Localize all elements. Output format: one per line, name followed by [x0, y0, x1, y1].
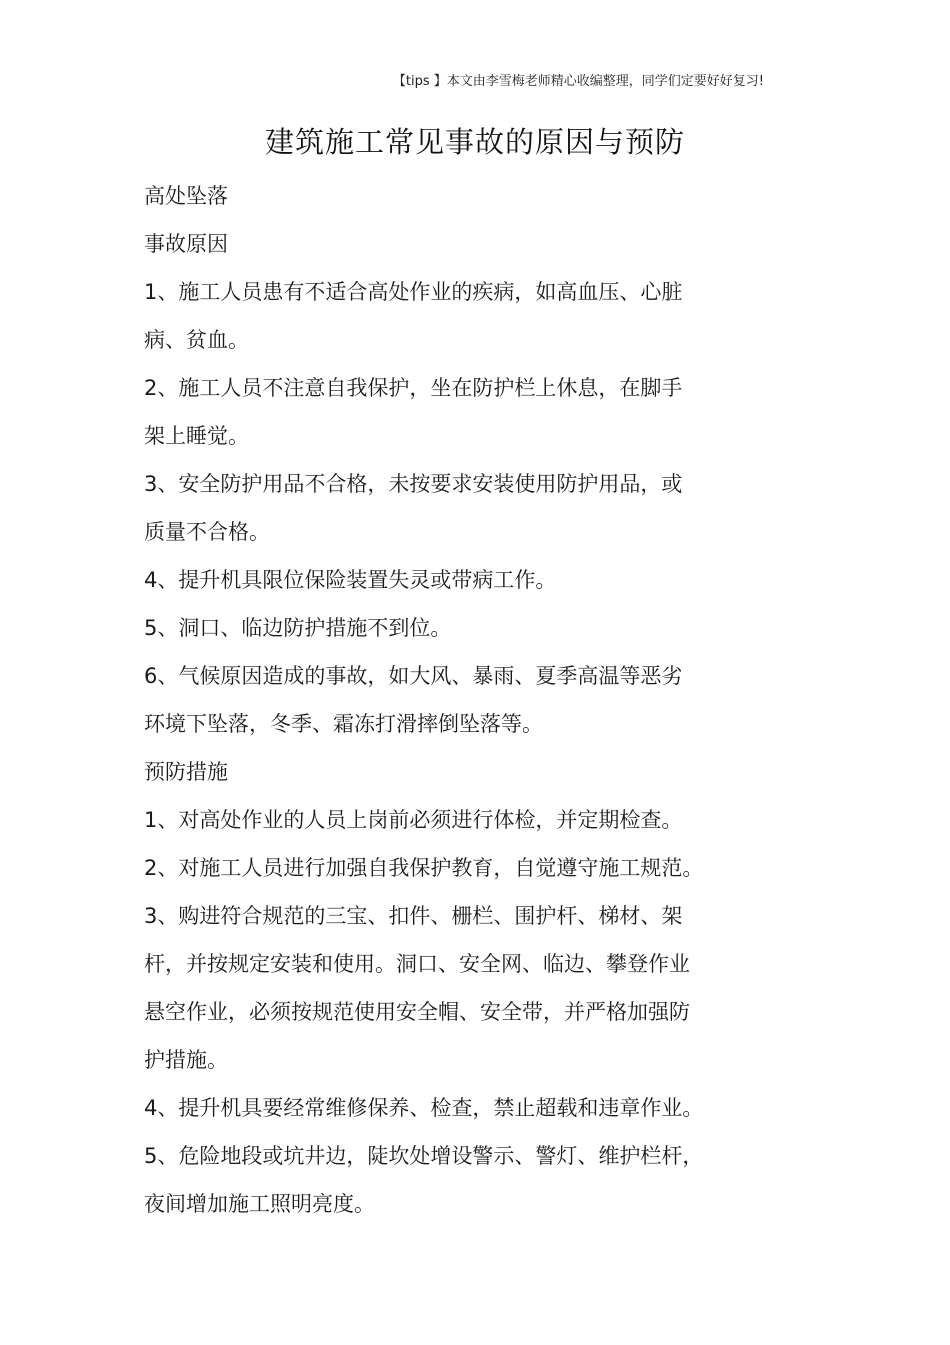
prevention-line: 3、购进符合规范的三宝、扣件、栅栏、围护杆、梯材、架: [144, 904, 683, 928]
causes-heading: 事故原因: [144, 232, 228, 256]
cause-line: 病、贫血。: [144, 328, 249, 352]
document-title: 建筑施工常见事故的原因与预防: [264, 125, 685, 159]
cause-line: 质量不合格。: [144, 520, 270, 544]
prevention-line: 杆，并按规定安装和使用。洞口、安全网、临边、攀登作业: [144, 952, 690, 976]
prevention-line: 4、提升机具要经常维修保养、检查，禁止超载和违章作业。: [144, 1096, 704, 1120]
cause-line: 5、洞口、临边防护措施不到位。: [144, 616, 452, 640]
prevention-line: 2、对施工人员进行加强自我保护教育，自觉遵守施工规范。: [144, 856, 704, 880]
prevention-line: 1、对高处作业的人员上岗前必须进行体检，并定期检查。: [144, 808, 683, 832]
cause-line: 4、提升机具限位保险装置失灵或带病工作。: [144, 568, 557, 592]
cause-line: 1、施工人员患有不适合高处作业的疾病，如高血压、心脏: [144, 280, 683, 304]
cause-line: 6、气候原因造成的事故，如大风、暴雨、夏季高温等恶劣: [144, 664, 683, 688]
section-heading: 高处坠落: [144, 184, 228, 208]
cause-line: 3、安全防护用品不合格，未按要求安装使用防护用品，或: [144, 472, 683, 496]
document-body: [144, 172, 744, 1228]
tips-header: 【tips 】本文由李雪梅老师精心收编整理，同学们定要好好复习!: [392, 74, 764, 89]
cause-line: 2、施工人员不注意自我保护，坐在防护栏上休息，在脚手: [144, 376, 683, 400]
prevention-line: 悬空作业，必须按规范使用安全帽、安全带，并严格加强防: [144, 1000, 690, 1024]
cause-line: 架上睡觉。: [144, 424, 249, 448]
cause-line: 环境下坠落，冬季、霜冻打滑摔倒坠落等。: [144, 712, 543, 736]
prevention-line: 夜间增加施工照明亮度。: [144, 1192, 375, 1216]
prevention-heading: 预防措施: [144, 760, 228, 784]
prevention-line: 5、危险地段或坑井边，陡坎处增设警示、警灯、维护栏杆，: [144, 1144, 704, 1168]
prevention-line: 护措施。: [144, 1048, 228, 1072]
